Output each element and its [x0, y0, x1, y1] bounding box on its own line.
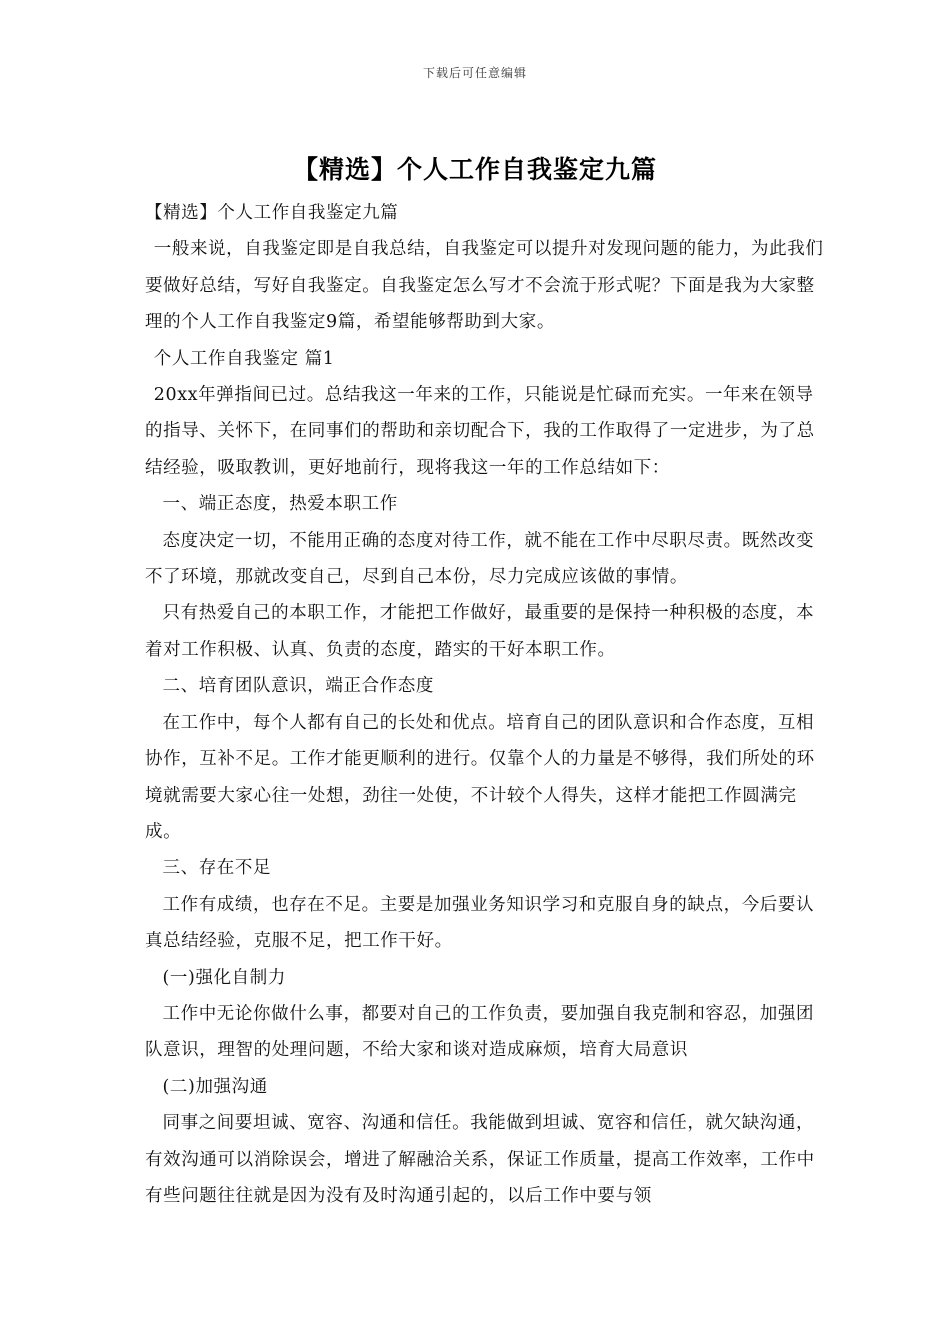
- document-title: 【精选】个人工作自我鉴定九篇: [292, 155, 657, 184]
- shortcomings-paragraph: 工作有成绩，也存在不足。主要是加强业务知识学习和克服自身的缺点，今后要认真总结经验，克服不足，把工作干好。: [145, 894, 815, 952]
- document-body: [145, 195, 825, 1214]
- attitude-paragraph-1: 态度决定一切，不能用正确的态度对待工作，就不能在工作中尽职尽责。既然改变不了环境，那就改变自己，尽到自己本份，尽力完成应该做的事情。: [145, 530, 815, 588]
- year-summary-paragraph: 20xx年弹指间已过。总结我这一年来的工作，只能说是忙碌而充实。一年来在领导的指导、关怀下，在同事们的帮助和亲切配合下，我的工作取得了一定进步，为了总结经验，吸取教训，更好地前行，现将我这一年的工作总结如下：: [145, 385, 815, 478]
- self-control-paragraph: 工作中无论你做什么事，都要对自己的工作负责，要加强自我克制和容忍，加强团队意识，理智的处理问题，不给大家和谈对造成麻烦，培育大局意识: [145, 1003, 815, 1061]
- document-subtitle: 【精选】个人工作自我鉴定九篇: [145, 203, 399, 223]
- section-heading-shortcomings: 三、存在不足: [162, 858, 272, 879]
- intro-paragraph: 一般来说，自我鉴定即是自我总结，自我鉴定可以提升对发现问题的能力，为此我们要做好总结，写好自我鉴定。自我鉴定怎么写才不会流于形式呢？下面是我为大家整理的个人工作自我鉴定9篇，希望能够帮助到大家。: [145, 239, 824, 333]
- subsection-heading-self-control: (一)强化自制力: [162, 967, 286, 988]
- section-heading-attitude: 一、端正态度，热爱本职工作: [162, 494, 398, 515]
- teamwork-paragraph: 在工作中，每个人都有自己的长处和优点。培育自己的团队意识和合作态度，互相协作，互补不足。工作才能更顺利的进行。仅靠个人的力量是不够得，我们所处的环境就需要大家心往一处想，劲往一处使，不计较个人得失，这样才能把工作圆满完成。: [145, 712, 815, 842]
- communication-paragraph: 同事之间要坦诚、宽容、沟通和信任。我能做到坦诚、宽容和信任，就欠缺沟通，有效沟通可以消除误会，增进了解融洽关系，保证工作质量，提高工作效率，工作中有些问题往往就是因为没有及时沟通引起的，以后工作中要与领: [145, 1113, 815, 1206]
- attitude-paragraph-2: 只有热爱自己的本职工作，才能把工作做好，最重要的是保持一种积极的态度，本着对工作积极、认真、负责的态度，踏实的干好本职工作。: [145, 603, 815, 660]
- section-heading-teamwork: 二、培育团队意识，端正合作态度: [162, 676, 434, 697]
- page-header-note: 下载后可任意编辑: [422, 66, 527, 80]
- subsection-heading-communication: (二)加强沟通: [162, 1076, 268, 1097]
- article-heading: 个人工作自我鉴定 篇1: [153, 348, 335, 369]
